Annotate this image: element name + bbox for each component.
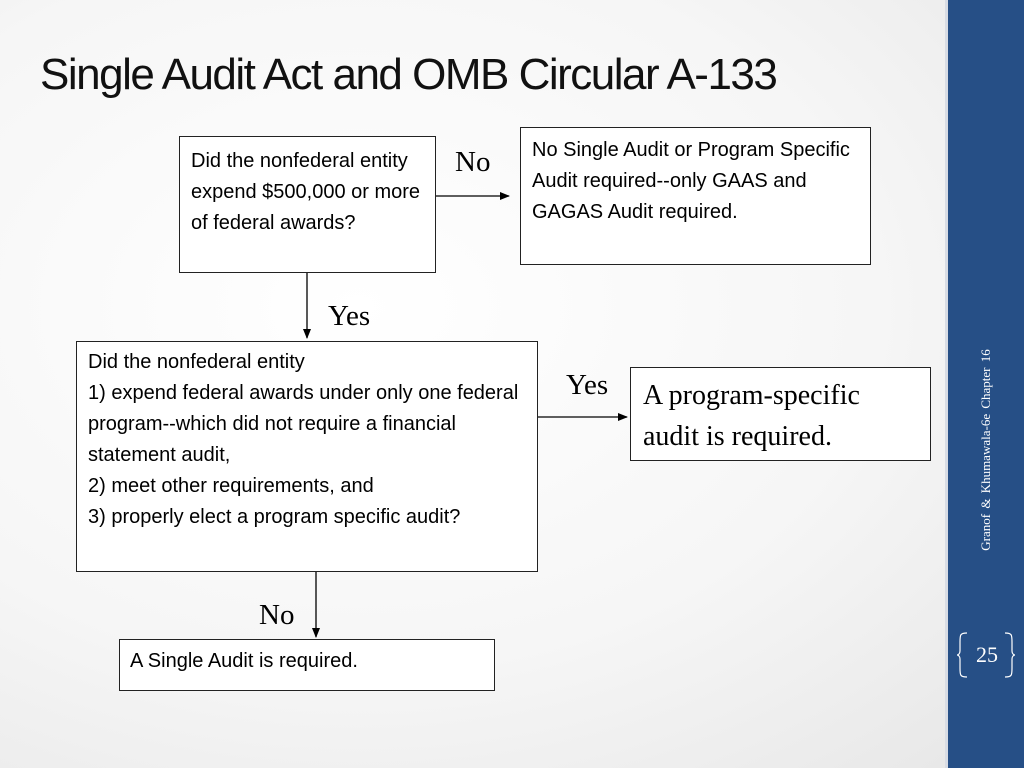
q2-intro-line: Did the nonfederal entity	[88, 351, 305, 373]
edge-label-yes-2: Yes	[566, 369, 609, 401]
result-single-audit: A Single Audit is required.	[119, 639, 495, 691]
result-program-specific-audit: A program-specific audit is required.	[630, 367, 931, 461]
q2-condition-3: 3) properly elect a program specific audit?	[88, 506, 461, 528]
edge-label-yes-1: Yes	[328, 300, 371, 332]
q2-condition-1: 1) expend federal awards under only one federal program--which did not require a financial statement audit,	[88, 382, 519, 466]
edge-label-no-2: No	[259, 599, 295, 631]
slide-title: Single Audit Act and OMB Circular A-133	[40, 50, 777, 99]
page-number: 25	[976, 642, 998, 667]
q2-condition-2: 2) meet other requirements, and	[88, 475, 374, 497]
sidebar-footer-text: Granof & Khumawala-6e Chapter 16	[978, 349, 993, 551]
edge-label-no-1: No	[455, 146, 491, 178]
result-no-single-audit: No Single Audit or Program Specific Audit required--only GAAS and GAGAS Audit required.	[520, 127, 871, 265]
question-expend-500000: Did the nonfederal entity expend $500,000 or more of federal awards?	[179, 136, 436, 273]
